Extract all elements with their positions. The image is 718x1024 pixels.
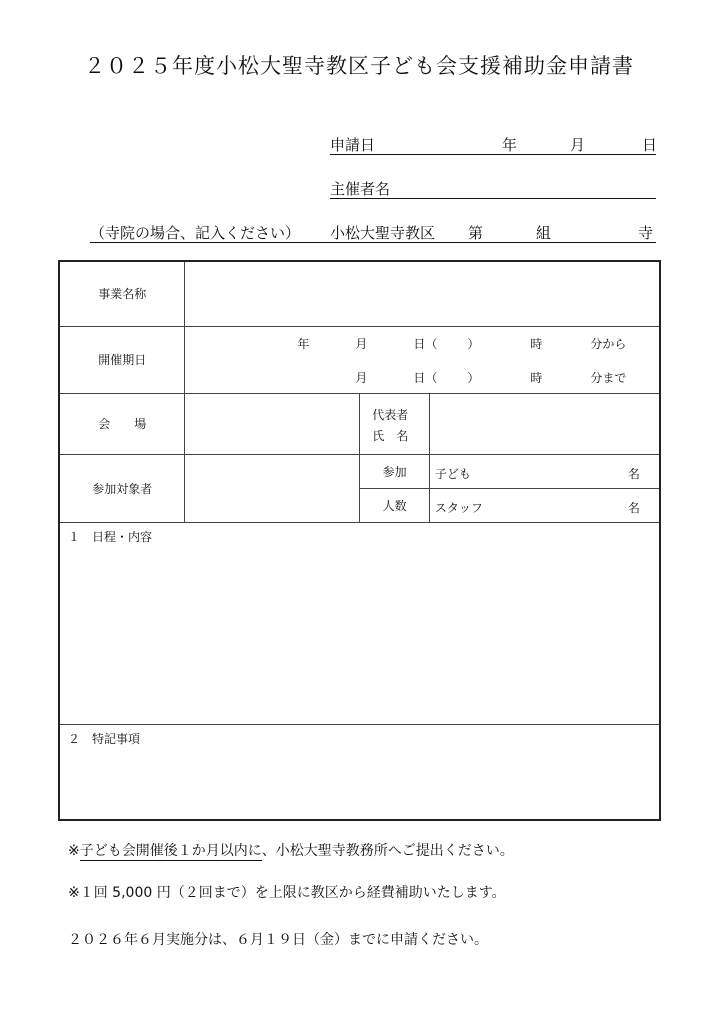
- section2-label: ２ 特記事項: [68, 731, 141, 746]
- temple-note: （寺院の場合、記入ください）: [90, 224, 301, 242]
- rep-label-1: 代表者: [372, 407, 409, 422]
- organizer-field[interactable]: [330, 178, 656, 199]
- venue-label: 会 場: [59, 393, 185, 454]
- date2-day: 日: [413, 370, 426, 385]
- note1-prefix: ※: [68, 843, 80, 859]
- application-form-table: [58, 260, 661, 821]
- dai-label: 第: [468, 224, 484, 242]
- apply-date-label: 申請日: [330, 136, 376, 154]
- date1-min: 分から: [590, 336, 627, 351]
- tera-label: 寺: [638, 224, 654, 242]
- staff-label: スタッフ: [434, 500, 483, 515]
- date-input[interactable]: [185, 326, 660, 393]
- venue-input[interactable]: [185, 393, 360, 454]
- schedule-content-input[interactable]: [59, 522, 660, 724]
- target-input[interactable]: [185, 454, 360, 522]
- date2-month: 月: [355, 370, 368, 385]
- year-label: 年: [502, 136, 518, 154]
- section1-label: １ 日程・内容: [68, 529, 153, 544]
- target-label: 参加対象者: [59, 454, 185, 522]
- children-unit: 名: [627, 466, 640, 481]
- special-notes-input[interactable]: [59, 724, 660, 820]
- note-deadline: ２０２６年６月実施分は、６月１９日（金）までに申請ください。: [68, 932, 488, 948]
- note-subsidy: ※１回 5,000 円（２回まで）を上限に教区から経費補助いたします。: [68, 885, 506, 901]
- date2-paren-open: （: [425, 370, 438, 385]
- event-name-input[interactable]: [185, 261, 660, 326]
- event-name-label: 事業名称: [59, 261, 185, 326]
- date1-month: 月: [355, 336, 368, 351]
- note-submission: [68, 840, 514, 860]
- apply-date-field[interactable]: [330, 134, 656, 155]
- month-label: 月: [570, 136, 586, 154]
- date1-hour: 時: [530, 336, 543, 351]
- date2-hour: 時: [530, 370, 543, 385]
- date-label: 開催期日: [59, 326, 185, 393]
- date1-day: 日: [413, 336, 426, 351]
- note1-rest: 、小松大聖寺教務所へご提出ください。: [261, 843, 514, 859]
- temple-field[interactable]: [90, 222, 656, 243]
- kumi-label: 組: [536, 224, 552, 242]
- children-count-input[interactable]: [429, 454, 660, 488]
- children-label: 子ども: [434, 466, 471, 481]
- count-label-2: 人数: [360, 488, 430, 522]
- district-label: 小松大聖寺教区: [330, 224, 436, 242]
- staff-unit: 名: [627, 500, 640, 515]
- page-title: ２０２５年度小松大聖寺教区子ども会支援補助金申請書: [84, 54, 634, 78]
- date2-min: 分まで: [590, 370, 627, 385]
- organizer-label: 主催者名: [330, 180, 391, 198]
- rep-label-cell: [360, 393, 430, 454]
- day-label: 日: [642, 136, 658, 154]
- date1-paren-open: （: [425, 336, 438, 351]
- date1-paren-close: ）: [467, 336, 480, 351]
- date1-year: 年: [297, 336, 310, 351]
- date2-paren-close: ）: [467, 370, 480, 385]
- count-label-1: 参加: [360, 454, 430, 488]
- rep-label-2: 氏 名: [372, 428, 409, 443]
- note1-underlined: 子ども会開催後１か月以内に: [79, 843, 262, 859]
- staff-count-input[interactable]: [429, 488, 660, 522]
- rep-name-input[interactable]: [429, 393, 660, 454]
